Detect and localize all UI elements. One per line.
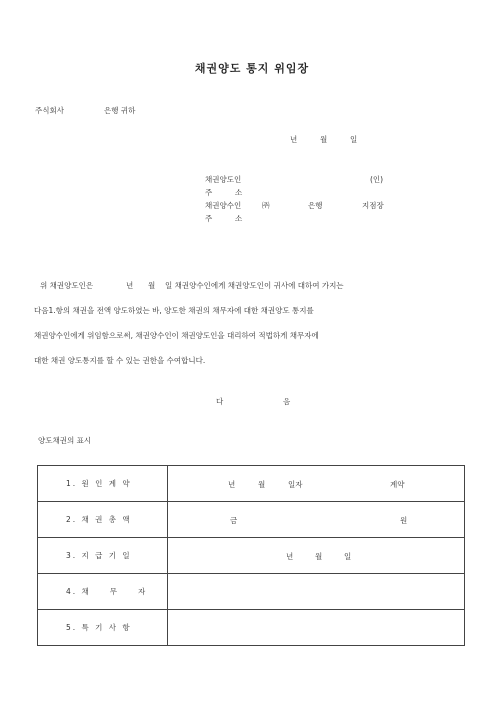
date-day: 일 — [350, 135, 358, 144]
body-line1-b: 일 채권양수인에게 채권양도인이 귀사에 대하여 가지는 — [165, 281, 344, 290]
assignee-label: 채권양수인 — [205, 201, 242, 210]
row-value-amount — [168, 502, 465, 538]
body-line3: 채권양수인에게 위임함으로써, 채권양수인이 채권양도인을 대리하여 적법하게 채무자에 — [34, 331, 319, 340]
amount-prefix: 금 — [230, 516, 238, 525]
row-value-due-date — [168, 538, 465, 574]
body-line1-year: 년 — [126, 281, 134, 290]
row-label-amount: 2. 채 권 총 액 — [38, 502, 168, 538]
row-value-debtor — [168, 574, 465, 610]
body-line1-a: 위 채권양도인은 — [40, 281, 94, 290]
table-row — [38, 466, 465, 502]
body-line2: 다음1.항의 채권을 전액 양도하였는 바, 양도한 채권의 채무자에 대한 채권양도 통지를 — [34, 306, 314, 315]
row-label-notes: 5. 특 기 사 항 — [38, 610, 168, 646]
contract-year: 년 — [228, 480, 236, 489]
assignee-bank: 은행 — [308, 201, 323, 210]
row-label-due-date: 3. 지 급 기 일 — [38, 538, 168, 574]
row-label-debtor: 4. 채 무 자 — [38, 574, 168, 610]
contract-day: 일자 — [288, 480, 303, 489]
body-line1-month: 월 — [148, 281, 156, 290]
row-value-contract — [168, 466, 465, 502]
assignor-address-label-1: 주 — [205, 188, 213, 197]
section-title: 양도채권의 표시 — [38, 436, 92, 445]
date-month: 월 — [320, 135, 328, 144]
contract-month: 월 — [258, 480, 266, 489]
document-title: 채권양도 통지 위임장 — [194, 62, 310, 75]
due-day: 일 — [344, 552, 352, 561]
heading-da: 다 — [216, 397, 224, 406]
row-label-contract: 1. 원 인 계 약 — [38, 466, 168, 502]
assignor-address-label-2: 소 — [235, 188, 243, 197]
recipient-bank: 은행 귀하 — [104, 106, 136, 115]
table-row — [38, 574, 465, 610]
assignee-address-label-2: 소 — [235, 214, 243, 223]
date-year: 년 — [290, 135, 298, 144]
row-value-notes — [168, 610, 465, 646]
amount-unit: 원 — [400, 516, 408, 525]
due-year: 년 — [286, 552, 294, 561]
heading-eum: 음 — [283, 397, 291, 406]
due-month: 월 — [315, 552, 323, 561]
table-row — [38, 610, 465, 646]
table-row — [38, 538, 465, 574]
contract-type: 계약 — [390, 480, 405, 489]
claims-table — [37, 465, 465, 646]
assignor-label: 채권양도인 — [205, 175, 242, 184]
assignee-seal: ㈜ — [262, 201, 270, 210]
table-row — [38, 502, 465, 538]
assignee-branch: 지점장 — [362, 201, 384, 210]
body-line4: 대한 채권 양도통지를 할 수 있는 권한을 수여합니다. — [34, 356, 206, 365]
assignee-address-label-1: 주 — [205, 214, 213, 223]
recipient-company: 주식회사 — [35, 106, 64, 115]
assignor-seal: (인) — [370, 175, 384, 184]
